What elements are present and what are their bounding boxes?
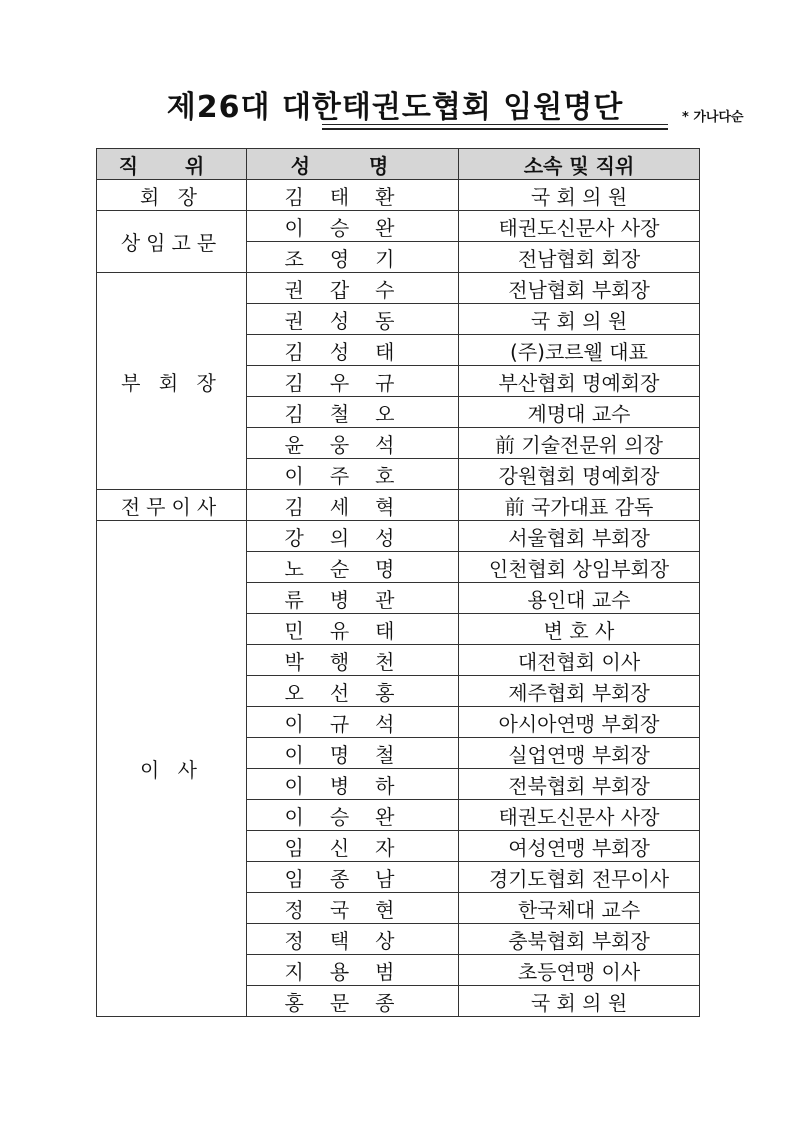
name-cell: 이병하: [247, 769, 459, 800]
header-name: 성 명: [247, 149, 459, 180]
name-cell: 김태환: [247, 180, 459, 211]
name-cell: 강의성: [247, 521, 459, 552]
page-title: 제26대 대한태권도협회 임원명단: [166, 90, 624, 125]
affiliation-cell: 서울협회 부회장: [459, 521, 700, 552]
name-cell: 조영기: [247, 242, 459, 273]
affiliation-cell: 국 회 의 원: [459, 986, 700, 1017]
affiliation-cell: 강원협회 명예회장: [459, 459, 700, 490]
name-cell: 이승완: [247, 800, 459, 831]
affiliation-cell: 계명대 교수: [459, 397, 700, 428]
name-cell: 정국현: [247, 893, 459, 924]
affiliation-cell: 前 국가대표 감독: [459, 490, 700, 521]
position-cell: 상임고문: [97, 211, 247, 273]
name-cell: 김성태: [247, 335, 459, 366]
affiliation-cell: 태권도신문사 사장: [459, 211, 700, 242]
name-cell: 권성동: [247, 304, 459, 335]
affiliation-cell: (주)코르웰 대표: [459, 335, 700, 366]
affiliation-cell: 부산협회 명예회장: [459, 366, 700, 397]
table-row: [97, 180, 700, 211]
officers-table: [96, 148, 700, 1017]
affiliation-cell: 국 회 의 원: [459, 180, 700, 211]
affiliation-cell: 前 기술전문위 의장: [459, 428, 700, 459]
table-header-row: [97, 149, 700, 180]
name-cell: 임종남: [247, 862, 459, 893]
affiliation-cell: 실업연맹 부회장: [459, 738, 700, 769]
affiliation-cell: 여성연맹 부회장: [459, 831, 700, 862]
table-row: [97, 521, 700, 552]
affiliation-cell: 초등연맹 이사: [459, 955, 700, 986]
name-cell: 오선홍: [247, 676, 459, 707]
name-cell: 지용범: [247, 955, 459, 986]
affiliation-cell: 제주협회 부회장: [459, 676, 700, 707]
position-cell: 부 회 장: [97, 273, 247, 490]
name-cell: 민유태: [247, 614, 459, 645]
name-cell: 노순명: [247, 552, 459, 583]
affiliation-cell: 대전협회 이사: [459, 645, 700, 676]
name-cell: 권갑수: [247, 273, 459, 304]
affiliation-cell: 변 호 사: [459, 614, 700, 645]
affiliation-cell: 인천협회 상임부회장: [459, 552, 700, 583]
position-cell: 이 사: [97, 521, 247, 1017]
title-underline: [322, 124, 668, 130]
table-row: [97, 490, 700, 521]
header-position: 직 위: [97, 149, 247, 180]
name-cell: 이주호: [247, 459, 459, 490]
name-cell: 김철오: [247, 397, 459, 428]
affiliation-cell: 태권도신문사 사장: [459, 800, 700, 831]
name-cell: 박행천: [247, 645, 459, 676]
position-cell: 회 장: [97, 180, 247, 211]
table-row: [97, 211, 700, 242]
affiliation-cell: 전남협회 부회장: [459, 273, 700, 304]
affiliation-cell: 국 회 의 원: [459, 304, 700, 335]
table-row: [97, 273, 700, 304]
affiliation-cell: 아시아연맹 부회장: [459, 707, 700, 738]
affiliation-cell: 용인대 교수: [459, 583, 700, 614]
table-body: [97, 180, 700, 1017]
affiliation-cell: 충북협회 부회장: [459, 924, 700, 955]
name-cell: 이승완: [247, 211, 459, 242]
position-cell: 전무이사: [97, 490, 247, 521]
sort-note: * 가나다순: [682, 110, 744, 125]
name-cell: 류병관: [247, 583, 459, 614]
name-cell: 이명철: [247, 738, 459, 769]
name-cell: 정택상: [247, 924, 459, 955]
affiliation-cell: 한국체대 교수: [459, 893, 700, 924]
header-affiliation: 소속 및 직위: [459, 149, 700, 180]
affiliation-cell: 전북협회 부회장: [459, 769, 700, 800]
name-cell: 김세혁: [247, 490, 459, 521]
name-cell: 이규석: [247, 707, 459, 738]
name-cell: 김우규: [247, 366, 459, 397]
affiliation-cell: 전남협회 회장: [459, 242, 700, 273]
name-cell: 윤웅석: [247, 428, 459, 459]
affiliation-cell: 경기도협회 전무이사: [459, 862, 700, 893]
name-cell: 홍문종: [247, 986, 459, 1017]
name-cell: 임신자: [247, 831, 459, 862]
